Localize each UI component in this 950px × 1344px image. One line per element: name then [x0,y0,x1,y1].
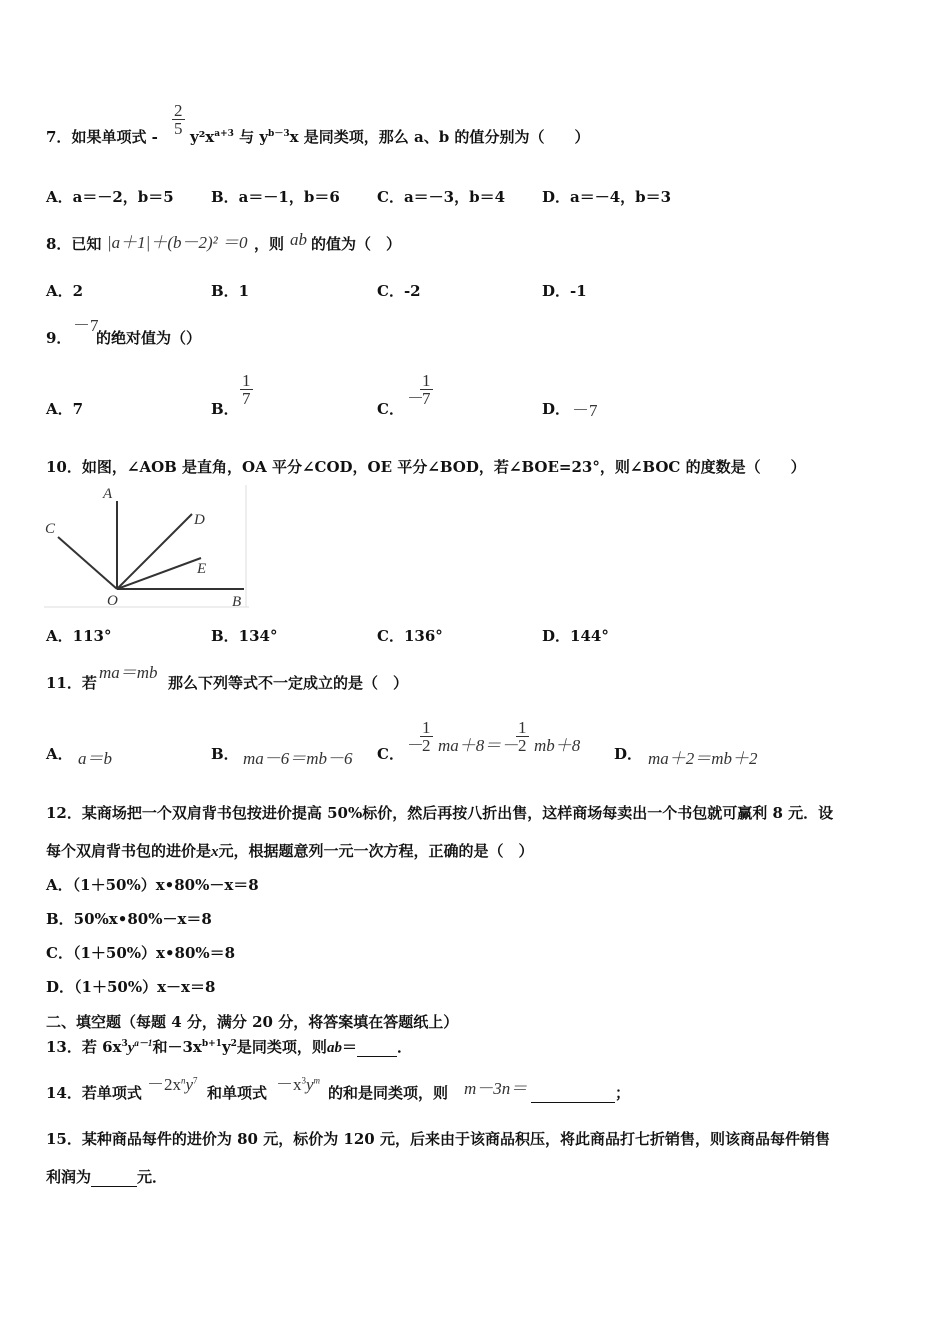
q11-a-label: A． [46,745,73,763]
q11-c-num2: 1 [518,718,527,737]
q11-b-expr: ma－6＝mb－6 [243,749,353,768]
q8-number: 8．已知 [46,235,102,253]
q7-text-b: 是同类项，那么 a、b 的值分别为（ ） [298,128,590,146]
q12-line2-a: 每个双肩背书包的进价是 [46,842,212,860]
q12-option-c[interactable]: C．（1＋50%）x•80%＝8 [46,944,236,962]
q9-option-a[interactable]: A．7 [46,400,84,418]
q7-frac-num: 2 [174,101,183,120]
q9-option-d-label: D． [542,400,571,418]
q8-option-b[interactable]: B．1 [211,282,250,300]
q7-frac-den: 5 [174,119,183,138]
q13-answer-blank[interactable] [357,1056,397,1057]
q14-number: 14．若单项式 [46,1084,142,1102]
q11-c-mid: ma＋8＝－ [438,736,519,755]
q11-d-expr: ma＋2＝mb＋2 [648,749,758,768]
q9-c-den: 7 [422,389,431,408]
q7-fraction [172,102,185,137]
q14-m2-exp2: m [313,1075,321,1086]
q10-option-d[interactable]: D．144° [542,627,609,645]
q11-c-den2: 2 [518,736,527,755]
q13-y2: y [221,1038,231,1056]
label-a: A [103,486,113,502]
q12-line2-b: 元，根据题意列一元一次方程，正确的是（ ） [218,842,534,860]
q7-stem [46,126,158,147]
q7-option-b[interactable]: B．a＝－1，b＝6 [211,188,340,206]
q13-number: 13．若 6x [46,1038,122,1056]
label-e: E [197,561,207,577]
q10-option-c[interactable]: C．136° [377,627,443,645]
q14-m1-exp2: 7 [193,1075,198,1086]
q8-option-a[interactable]: A．2 [46,282,84,300]
q15-answer-blank[interactable] [91,1170,137,1187]
q7-mono1: y²x [190,128,215,146]
q11-d-label: D． [614,745,643,763]
q7-mono2: y [259,128,269,146]
q11-c-frac1 [420,719,433,754]
q14-answer-line [531,1082,630,1103]
ray-oc [58,537,117,589]
q11-c-end: mb＋8 [534,736,581,755]
q7-option-d[interactable]: D．a＝－4，b＝3 [542,188,672,206]
q10-stem: 10．如图，∠AOB 是直角，OA 平分∠COD，OE 平分∠BOD，若∠BOE=23°，则∠BOC 的度数是（ ） [46,458,806,476]
q14-end: ； [615,1084,631,1102]
q9-c-num: 1 [422,371,431,390]
ray-od [117,514,192,589]
q13-exp2: a－1 [134,1038,153,1048]
q9-b-num: 1 [242,371,251,390]
q12-line2 [46,840,534,861]
q11-a-expr: a＝b [78,749,112,768]
q12-option-a[interactable]: A．（1＋50%）x•80%－x＝8 [46,876,259,894]
q13-tail: 是同类项，则 [236,1038,327,1056]
q9-expression: －7 [73,316,99,335]
q7-text-a: 如果单项式 - [71,128,158,146]
q11-c-den1: 2 [422,736,431,755]
q14-m2-exp1: 3 [301,1075,306,1086]
q9-option-c-fraction [420,372,433,407]
q14-monomial-1 [147,1070,198,1095]
q13-end: ． [396,1038,412,1056]
q11-c-num1: 1 [422,718,431,737]
q15-line2-b: 元． [137,1168,168,1186]
q9-option-b-label: B． [211,400,239,418]
q11-option-d[interactable] [614,743,642,764]
q15-line2-a: 利润为 [46,1168,92,1186]
q9-option-d[interactable] [542,398,570,419]
q8-option-d[interactable]: D．-1 [542,282,587,300]
q14-tail: 的和是同类项，则 [328,1084,449,1102]
q12-line1: 12．某商场把一个双肩背书包按进价提高 50%标价，然后再按八折出售，这样商场每卖出一个书包就可赢利 8 元．设 [46,804,834,822]
q8-text-b: ，则 [254,235,285,253]
q7-number: 7． [46,128,72,146]
q7-mono2-exp: b－3 [268,129,290,139]
q11-option-a[interactable] [46,743,73,764]
q9-text-b: 的绝对值为（） [96,329,202,347]
label-o: O [107,593,118,609]
q14-mid: 和单项式 [207,1084,268,1102]
q10-option-b[interactable]: B．134° [211,627,278,645]
q7-option-c[interactable]: C．a＝－3，b＝4 [377,188,506,206]
q14-monomial-2 [276,1070,320,1095]
label-d: D [194,512,205,528]
q11-b-label: B． [211,745,239,763]
q15-line1: 15．某种商品每件的进价为 80 元，标价为 120 元，后来由于该商品积压，将此商品打七折销售，则该商品每件销售 [46,1130,830,1148]
q7-mono1-exp: a+3 [214,129,234,139]
q12-option-d[interactable]: D．（1＋50%）x－x＝8 [46,978,216,996]
q13-ab: ab [326,1040,342,1056]
q7-join: 与 [233,128,260,146]
q10-angle-figure [44,485,249,610]
q9-option-b[interactable] [211,398,239,419]
q8-expression: |a＋1|＋(b－2)² ＝0 [107,233,248,252]
q14-answer-blank[interactable] [531,1086,615,1103]
section-2-heading: 二、填空题（每题 4 分，满分 20 分，将答案填在答题纸上） [46,1013,459,1031]
ray-oe [117,558,201,589]
q13-exp3: b+1 [201,1039,222,1049]
label-b: B [232,594,242,610]
q8-ab: ab [290,230,307,249]
q14-m1-y: y [185,1075,194,1094]
q13-exp1: 3 [121,1039,128,1049]
q11-option-c[interactable] [377,743,404,764]
q9-b-den: 7 [242,389,251,408]
q11-number: 11．若 [46,674,97,692]
q14-m2: －x [276,1075,302,1094]
q8-text-c: 的值为（ ） [311,235,402,253]
q13-y1: y [127,1040,135,1056]
q9-d-value: －7 [572,401,598,420]
q13-stem [46,1036,412,1057]
q11-text-b: 那么下列等式不一定成立的是（ ） [168,674,409,692]
label-c: C [45,521,56,537]
q12-var-x: x [211,844,219,860]
q15-line2 [46,1166,167,1187]
q13-exp4: 2 [230,1039,237,1049]
q7-rest [190,126,589,147]
q8-option-c[interactable]: C．-2 [377,282,421,300]
q12-option-b[interactable]: B．50%x•80%－x＝8 [46,910,212,928]
q9-option-c-label: C． [377,400,404,418]
q10-option-a[interactable]: A．113° [46,627,112,645]
q14-m2-y: y [306,1075,314,1094]
q11-option-b[interactable] [211,743,239,764]
q11-c-sign: － [407,736,424,755]
q11-c-frac2 [516,719,529,754]
q7-mono2-tail: x [289,128,299,146]
q9-option-c[interactable] [377,398,404,419]
q14-expression: m－3n＝ [464,1079,528,1098]
q14-m1: －2x [147,1075,181,1094]
q9-c-sign: － [407,389,424,408]
q9-option-b-fraction [240,372,253,407]
q14-m1-exp1: n [181,1075,186,1086]
q9-number: 9． [46,329,72,347]
q7-option-a[interactable]: A．a＝－2，b＝5 [46,188,174,206]
q11-expression: ma＝mb [99,663,158,682]
q11-c-label: C． [377,745,404,763]
q13-mid: 和－3x [152,1038,202,1056]
q13-eq: ＝ [341,1038,357,1056]
